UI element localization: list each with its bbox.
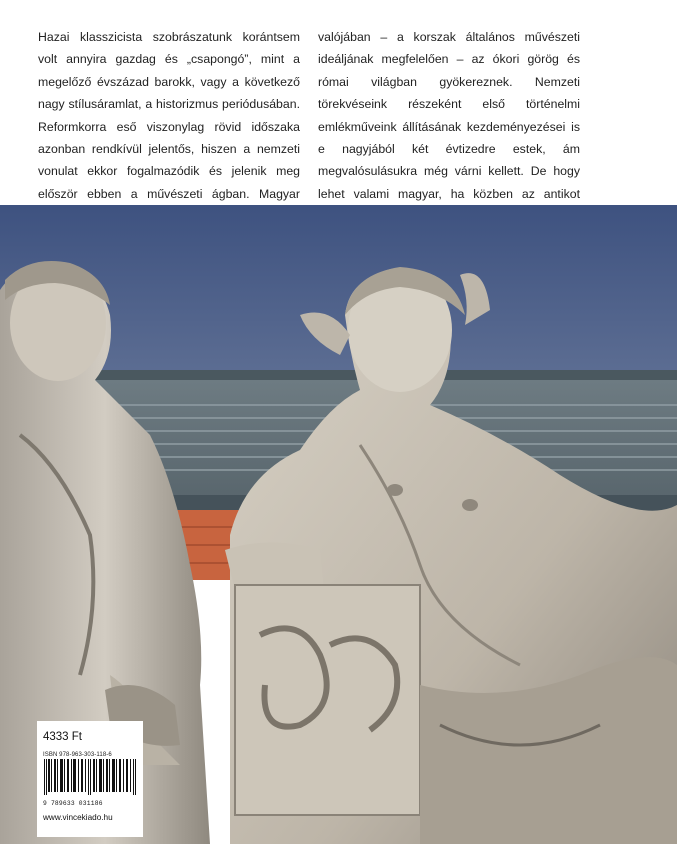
isbn-label: ISBN 978-963-303-118-6 (43, 752, 112, 758)
price-label: 4333 Ft (43, 731, 82, 743)
text-column-right: valójában – a korszak általános művészeti ideáljának megfelelően – az ókori görög és római világban gyökereznek. Nemzeti törekvéseink részeként első történelmi emlékműveink állításának kezdeményezései is e nagyjából két évtizedre estek, ám megvalósulásukra még várni kellett. De hogy lehet valami magyar, ha közben az antikot (318, 30, 580, 201)
barcode-number: 9 789633 031186 (43, 800, 103, 807)
text-area (0, 0, 677, 205)
website-link[interactable]: www.vincekiado.hu (43, 813, 113, 822)
barcode-sticker (37, 721, 143, 837)
barcode-icon (43, 759, 139, 795)
text-column-left: Hazai klasszicista szobrászatunk korántsem volt annyira gazdag és „csapongó”, mint a megelőző évszázad barokk, vagy a következő nagy stílusáramlat, a historizmus periódusában. Reformkorra eső viszonylag rövid időszaka azonban rendkívül jelentős, hiszen a nemzeti vonulat ekkor fogalmazódik és jelenik meg először ebben a művészeti ágban. Magyar (38, 30, 300, 201)
